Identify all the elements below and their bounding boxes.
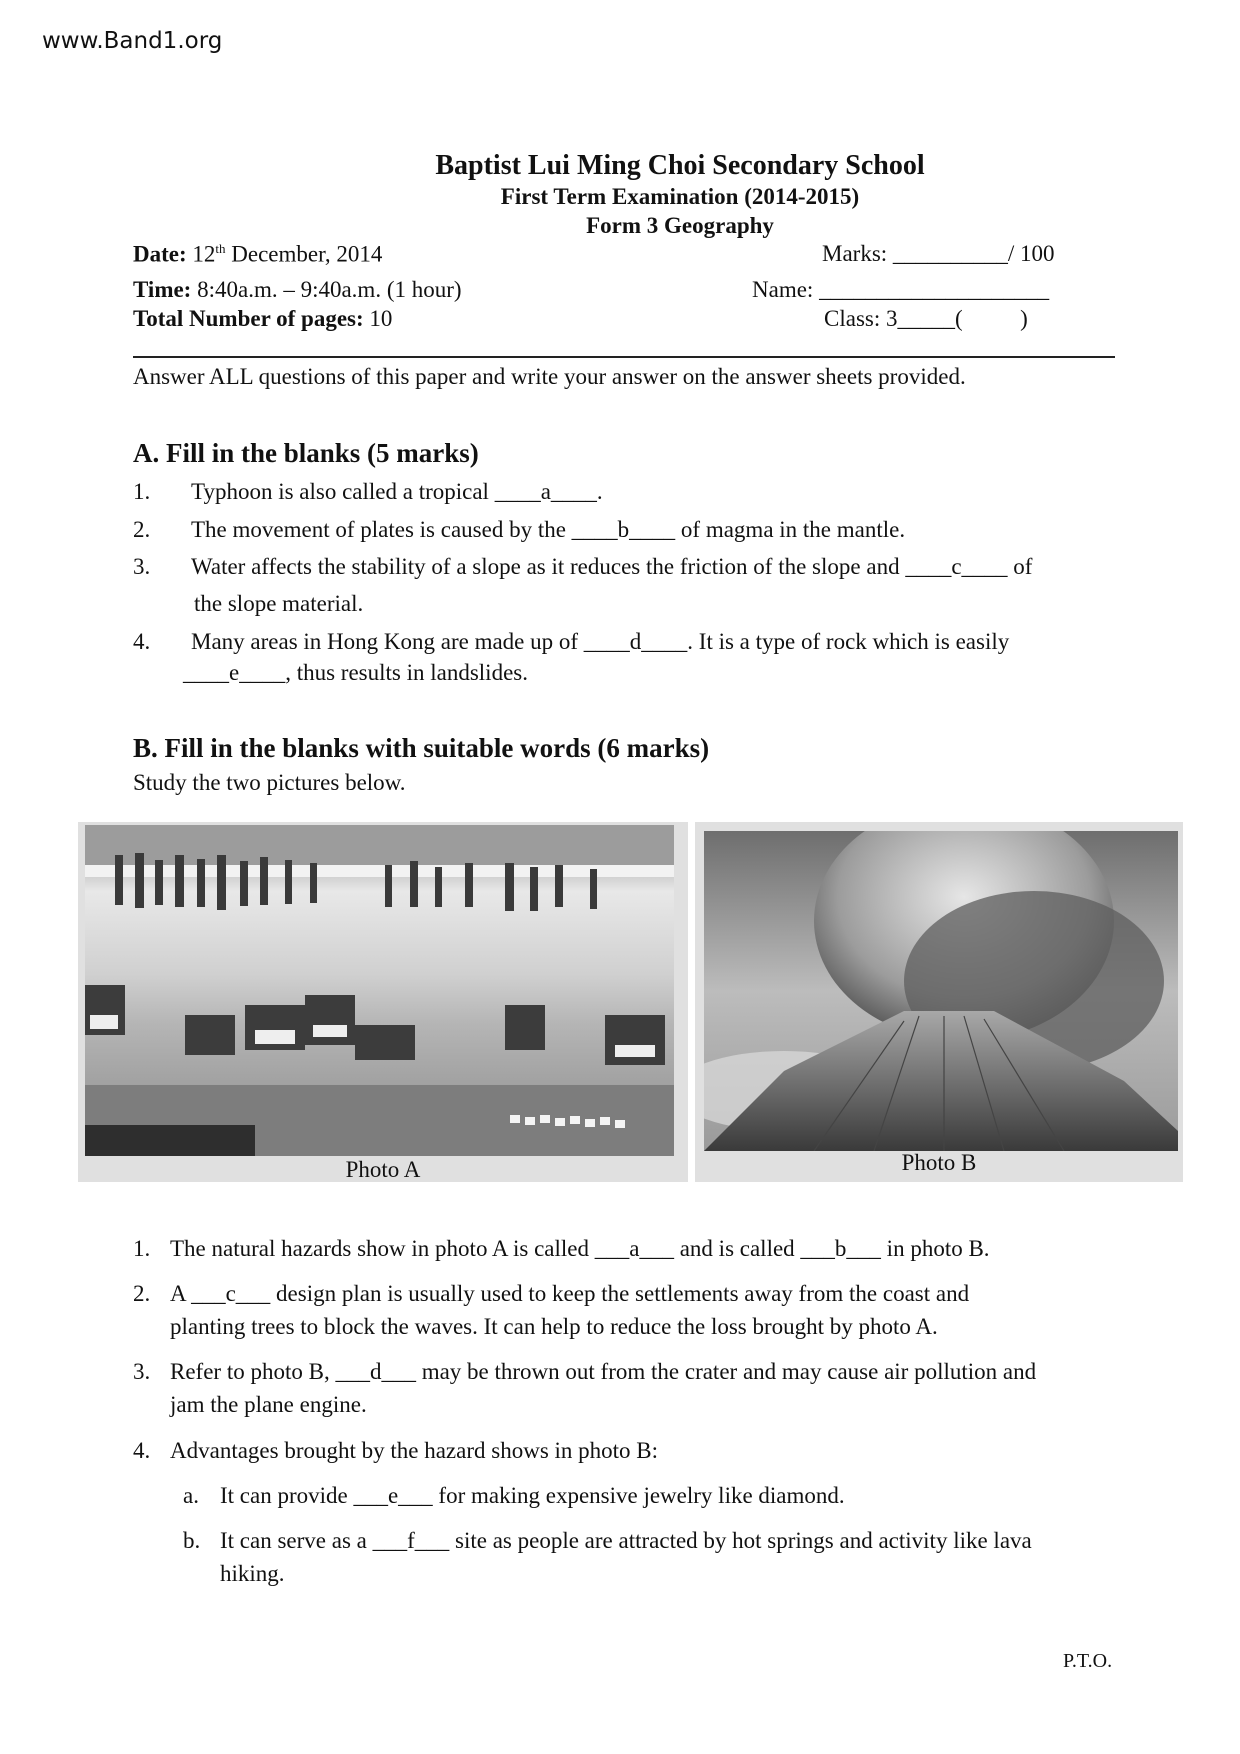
total-pages	[133, 306, 392, 332]
section-b-heading: B. Fill in the blanks with suitable words (6 marks)	[133, 733, 710, 763]
school-name: Baptist Lui Ming Choi Secondary School	[435, 150, 925, 181]
subject-title: Form 3 Geography	[586, 213, 774, 238]
question-text: A ___c___ design plan is usually used to keep the settlements away from the coast and	[170, 1281, 970, 1306]
volcano-image	[704, 831, 1178, 1151]
subquestion-text-continued: hiking.	[220, 1561, 285, 1586]
question-number: 4.	[133, 629, 151, 654]
shrubs	[85, 1125, 255, 1156]
question-text-continued: planting trees to block the waves. It can help to reduce the loss brought by photo A.	[170, 1314, 938, 1339]
header-divider	[133, 356, 1115, 358]
date-suffix: th	[215, 241, 226, 256]
question-text: Typhoon is also called a tropical ____a____.	[191, 479, 603, 504]
watermark[interactable]: www.Band1.org	[42, 28, 223, 54]
name-blank[interactable]: ____________________	[819, 277, 1050, 302]
exam-title: First Term Examination (2014-2015)	[500, 184, 860, 209]
section-a-heading: A. Fill in the blanks (5 marks)	[133, 438, 479, 468]
question-text: The natural hazards show in photo A is called ___a___ and is called ___b___ in photo B.	[170, 1236, 990, 1261]
name-label: Name:	[752, 277, 814, 302]
marks-total: / 100	[1007, 241, 1055, 266]
marks-blank[interactable]: __________	[892, 241, 1008, 266]
date-day: 12	[192, 241, 216, 267]
question-number: 1.	[133, 1236, 151, 1261]
photo-a-caption: Photo A	[345, 1157, 421, 1182]
question-number: 1.	[133, 479, 151, 504]
photo-b-volcano	[704, 831, 1178, 1151]
question-text: Refer to photo B, ___d___ may be thrown out from the crater and may cause air pollution and	[170, 1359, 1037, 1384]
instruction: Answer ALL questions of this paper and write your answer on the answer sheets provided.	[133, 364, 966, 389]
tsunami-image	[85, 825, 674, 1156]
pages-value: 10	[363, 306, 393, 331]
question-number: 2.	[133, 1281, 151, 1306]
question-text: Advantages brought by the hazard shows in photo B:	[170, 1438, 659, 1463]
subquestion-letter: a.	[183, 1483, 199, 1508]
marks-field	[822, 241, 1055, 267]
photo-b-caption: Photo B	[901, 1150, 977, 1175]
question-text-continued: jam the plane engine.	[170, 1392, 367, 1417]
question-text: The movement of plates is caused by the ____b____ of magma in the mantle.	[191, 517, 906, 542]
pages-label: Total Number of pages:	[133, 306, 364, 331]
question-number: 2.	[133, 517, 151, 542]
time-label: Time:	[133, 277, 192, 302]
photo-a-frame	[78, 822, 688, 1182]
photo-b-frame	[695, 822, 1183, 1182]
exam-time	[133, 277, 462, 303]
sea	[85, 825, 674, 865]
page-turn-over: P.T.O.	[1063, 1650, 1113, 1672]
question-text-continued: ____e____, thus results in landslides.	[183, 660, 528, 685]
subquestion-text: It can provide ___e___ for making expensive jewelry like diamond.	[220, 1483, 845, 1508]
question-number: 3.	[133, 554, 151, 579]
name-field	[752, 277, 1049, 303]
question-number: 3.	[133, 1359, 151, 1384]
class-field	[824, 306, 1028, 332]
subquestion-letter: b.	[183, 1528, 201, 1553]
time-value: 8:40a.m. – 9:40a.m. (1 hour)	[191, 277, 462, 302]
class-blank[interactable]: _____( )	[897, 306, 1028, 331]
section-b-intro: Study the two pictures below.	[133, 770, 406, 795]
photo-a-tsunami	[85, 825, 674, 1156]
question-number: 4.	[133, 1438, 151, 1463]
wave-crest	[85, 865, 674, 877]
date-label: Date:	[133, 241, 187, 267]
exam-date	[133, 241, 382, 268]
marks-label: Marks:	[822, 241, 888, 266]
question-text: Many areas in Hong Kong are made up of ____d____. It is a type of rock which is easily	[191, 629, 1010, 654]
question-text-continued: the slope material.	[194, 591, 364, 616]
question-text: Water affects the stability of a slope as it reduces the friction of the slope and ____c____ of	[191, 554, 1033, 579]
date-rest: December, 2014	[225, 241, 383, 267]
class-label: Class: 3	[824, 306, 898, 331]
subquestion-text: It can serve as a ___f___ site as people are attracted by hot springs and activity like lava	[220, 1528, 1032, 1553]
